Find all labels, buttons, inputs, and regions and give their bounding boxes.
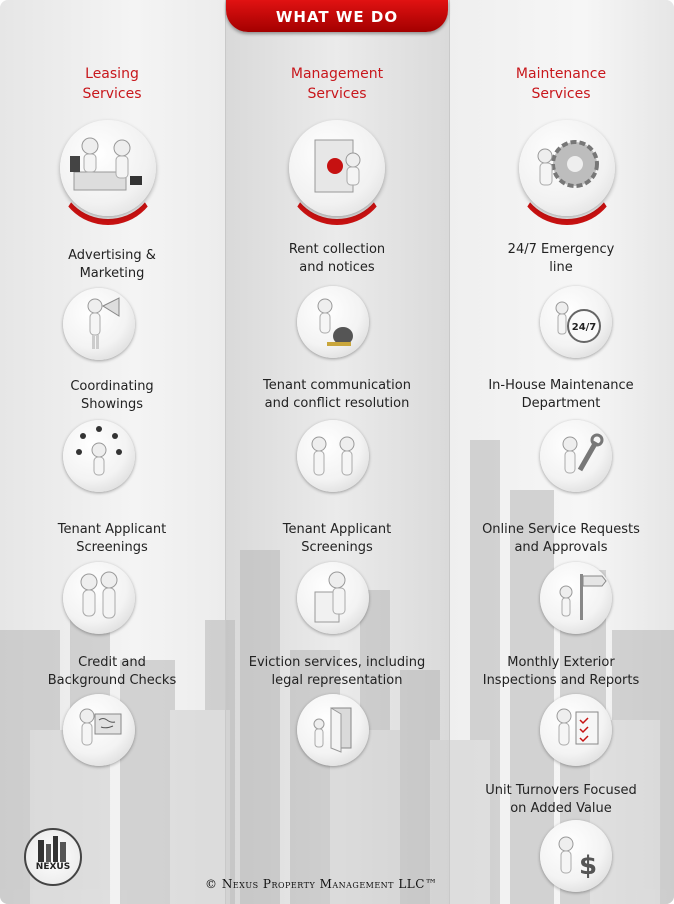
maintenance-services-column	[449, 0, 673, 904]
service-item: Tenant Applicant Screenings	[57, 522, 167, 555]
clock-24-7-icon	[540, 286, 612, 358]
service-item: Rent collection and notices	[288, 242, 386, 275]
column-title: Maintenance Services	[515, 66, 607, 102]
service-item: Monthly Exterior Inspections and Reports	[482, 655, 640, 688]
service-item: Advertising & Marketing	[68, 248, 156, 281]
service-item: Eviction services, including legal representation	[248, 655, 426, 688]
service-item: 24/7 Emergency line	[507, 242, 615, 275]
copyright-text: © Nexus Property Management LLC™	[205, 877, 438, 891]
service-item: Coordinating Showings	[70, 379, 154, 412]
clipboard-checklist-icon	[540, 694, 612, 766]
service-item: Unit Turnovers Focused on Added Value	[485, 783, 637, 816]
puzzle-piece-icon	[289, 120, 385, 216]
meeting-desk-icon	[60, 120, 156, 216]
door-exit-icon	[297, 694, 369, 766]
svg-text:$: $	[578, 851, 598, 881]
conversation-icon	[297, 420, 369, 492]
two-people-icon	[63, 562, 135, 634]
svg-text:24/7: 24/7	[571, 322, 597, 333]
service-item: Online Service Requests and Approvals	[482, 522, 640, 555]
service-item: Credit and Background Checks	[47, 655, 177, 688]
gear-icon	[519, 120, 615, 216]
column-title: Leasing Services	[82, 66, 142, 102]
wrench-icon	[540, 420, 612, 492]
service-item: Tenant Applicant Screenings	[282, 522, 392, 555]
person-with-sign-icon	[297, 562, 369, 634]
megaphone-icon	[63, 288, 135, 360]
service-item: Tenant communication and conflict resolution	[263, 378, 411, 411]
management-services-column	[225, 0, 449, 904]
dollar-sign-icon	[540, 820, 612, 892]
company-logo: NEXUS	[24, 828, 82, 886]
money-bag-icon	[297, 286, 369, 358]
leasing-services-column	[0, 0, 224, 904]
column-title: Management Services	[290, 66, 384, 102]
service-item: In-House Maintenance Department	[488, 378, 634, 411]
www-signpost-icon	[540, 562, 612, 634]
juggling-icon	[63, 420, 135, 492]
page-title: WHAT WE DO	[226, 0, 448, 32]
world-map-icon	[63, 694, 135, 766]
